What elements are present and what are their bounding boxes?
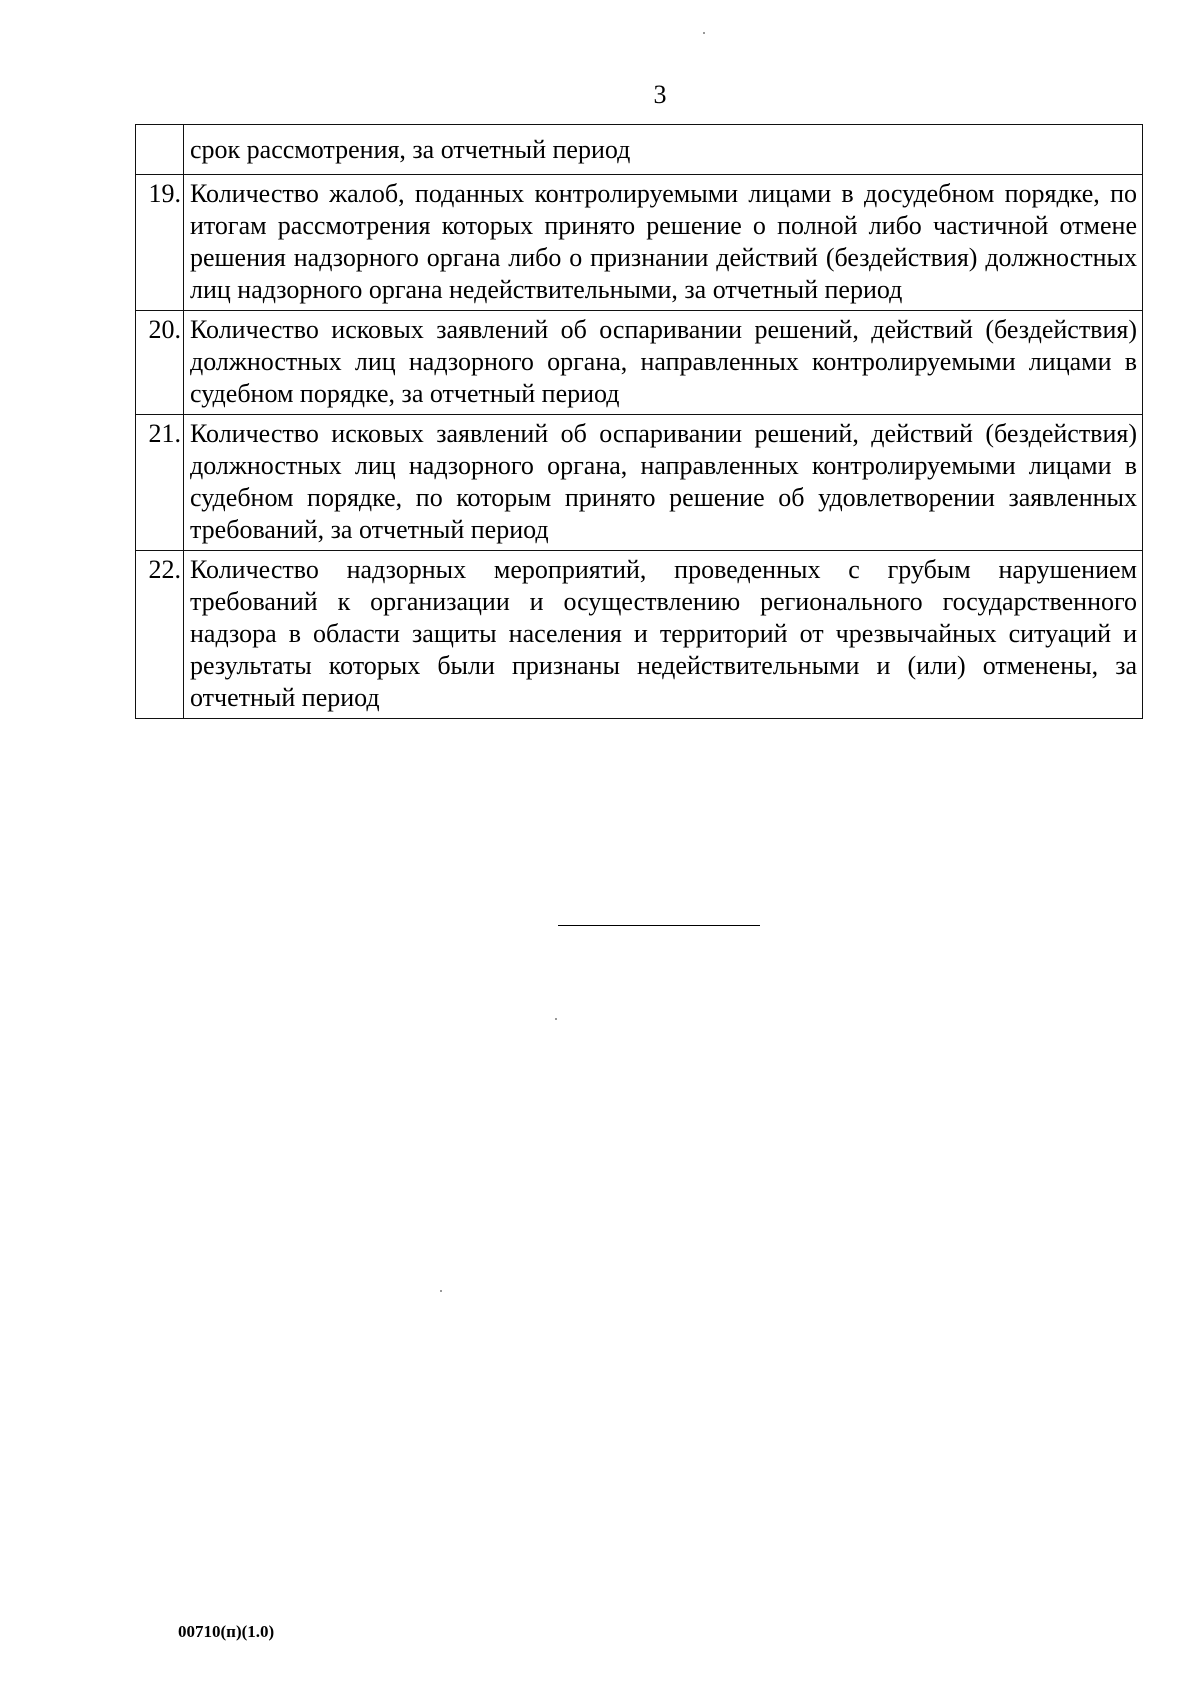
scan-speck	[703, 32, 705, 34]
row-text: Количество надзорных мероприятий, проведенных с грубым нарушением требований к организации и осуществлению регионального государственного надзора в области защиты населения и территорий от чрезвычайных ситуаций и результаты которых были признаны недействительными и (или) отменены, за отчетный период	[184, 551, 1143, 719]
row-text: Количество исковых заявлений об оспаривании решений, действий (бездействия) должностных лиц надзорного органа, направленных контролируемыми лицами в судебном порядке, за отчетный период	[184, 311, 1143, 415]
scan-speck	[555, 1018, 557, 1020]
table-row	[136, 311, 1143, 415]
table-row	[136, 415, 1143, 551]
row-number: 22.	[136, 551, 184, 719]
document-code: 00710(п)(1.0)	[178, 1622, 275, 1641]
table-row	[136, 551, 1143, 719]
table-row	[136, 175, 1143, 311]
row-number: 19.	[136, 175, 184, 311]
row-text: Количество исковых заявлений об оспаривании решений, действий (бездействия) должностных лиц надзорного органа, направленных контролируемыми лицами в судебном порядке, по которым принято решение об удовлетворении заявленных требований, за отчетный период	[184, 415, 1143, 551]
end-of-document-rule	[558, 925, 760, 926]
page-number: 3	[653, 80, 667, 109]
indicators-table	[135, 124, 1143, 719]
table-row	[136, 125, 1143, 175]
scan-speck	[440, 1290, 442, 1292]
row-number: 21.	[136, 415, 184, 551]
row-text: Количество жалоб, поданных контролируемыми лицами в досудебном порядке, по итогам рассмотрения которых принято решение о полной либо частичной отмене решения надзорного органа либо о признании действий (бездействия) должностных лиц надзорного органа недействительными, за отчетный период	[184, 175, 1143, 311]
row-number	[136, 125, 184, 175]
row-text: срок рассмотрения, за отчетный период	[184, 125, 1143, 175]
row-number: 20.	[136, 311, 184, 415]
